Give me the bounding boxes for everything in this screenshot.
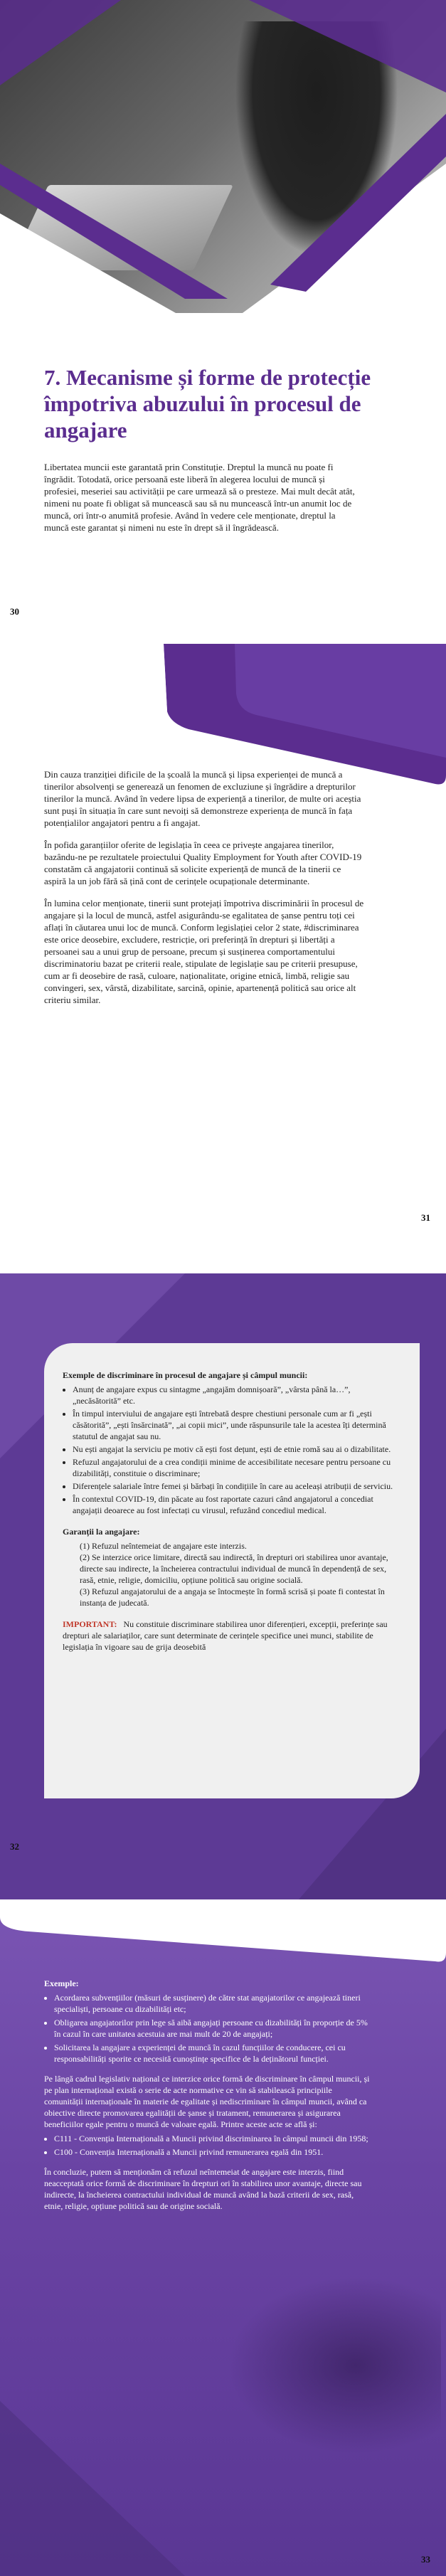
examples-list [44, 1992, 371, 2064]
page33-content [44, 1978, 371, 2220]
page-number: 31 [421, 1212, 430, 1223]
list-item: • Refuzul angajatorului de a crea condiții minime de accesibilitate necesare pentru persoane cu dizabilități, constituie o discriminare; [73, 1456, 397, 1479]
conventions-list [44, 2133, 371, 2158]
examples-list [63, 1384, 397, 1516]
examples-heading: Exemple de discriminare în procesul de angajare și câmpul muncii: [63, 1370, 308, 1380]
examples-heading: Exemple: [44, 1978, 79, 1988]
guarantee-item: (1) Refuzul neîntemeiat de angajare este interzis. [80, 1541, 247, 1551]
page30-shapes [0, 0, 446, 640]
guarantees-heading: Garanții la angajare: [63, 1527, 140, 1537]
list-item: • Solicitarea la angajare a experienței de muncă în cazul funcțiilor de conducere, cei cu responsabilități sporite ce necesită cunoștințe specifice de la deținătorul funcției. [54, 2042, 371, 2064]
page31-para-2: În pofida garanțiilor oferite de legislația în ceea ce privește angajarea tinerilor, bazându-ne pe rezultatele proiectului Quality Employment for Youth after COVID-19 constatăm că angajatorii continuă să solicite experiență de muncă de la tinerii ce aspiră la un job fără să țină cont de cerințele ocupaționale determinante. [44, 839, 362, 886]
list-item: • Obligarea angajatorilor prin lege să aibă angajați persoane cu dizabilități în proporție de 5% în cazul în care unitatea acestuia are mai mult de 20 de angajați; [54, 2017, 371, 2040]
page31-body [44, 768, 364, 1016]
list-item: • Anunț de angajare expus cu sintagme „angajăm domnișoară”, „vârsta până la…”, „necăsătorită” etc. [73, 1384, 397, 1406]
important-note [63, 1618, 397, 1653]
page31-para-1: Din cauza tranziției dificile de la școală la muncă și lipsa experienței de muncă a tinerilor absolvenți se generează un fenomen de excluziune și îngrădire a drepturilor tinerilor la muncă. Având în vedere lipsa de experiență a tinerilor, de multe ori aceștia sunt puși în situația în care sunt nevoiți să demonstreze experiența de muncă în fața potențialilor angajatori pentru a fi angajat. [44, 769, 361, 828]
guarantee-item: (3) Refuzul angajatorului de a angaja se întocmește în formă scrisă și poate fi contestat în instanța de judecată. [80, 1586, 385, 1608]
important-text: Nu constituie discriminare stabilirea unor diferențieri, excepții, preferințe sau drepturi ale salariaților, care sunt determinate de cerințele specifice unei munci, stabilite de legislația în vigoare sau de grija deosebită [63, 1619, 388, 1652]
page31-para-3: În lumina celor menționate, tinerii sunt protejați împotriva discriminării în procesul de angajare și la locul de muncă, astfel asigurându-se egalitatea de șanse pentru toți cei aflați în căutarea unui loc de muncă. Conform legislației celor 2 state, #discriminarea este orice deosebire, excludere, restricție, ori preferință în drepturi și libertăți a persoanei sau a unui grup de persoane, precum și susținerea comportamentului discriminatoriu bazat pe criterii reale, stipulate de legislație sau pe criterii presupuse, cum ar fi deosebire de rasă, culoare, naționalitate, origine etnică, limbă, religie sau convingeri, sex, vârstă, dizabilitate, sarcină, opinie, apartenență politică sau orice alt criteriu similar. [44, 898, 364, 1005]
list-item: • Acordarea subvențiilor (măsuri de susținere) de către stat angajatorilor ce angajează tineri specialiști, persoane cu dizabilități etc; [54, 1992, 371, 2015]
page33-para-2: În concluzie, putem să menționăm că refuzul neîntemeiat de angajare este interzis, fiind neacceptată orice formă de discriminare în drepturi ori în stabilirea unor avantaje, directe sau indirecte, la încheierea contractului individual de muncă având la bază criterii de sex, rasă, etnie, religie, opțiune politică sau de origine socială. [44, 2167, 362, 2211]
page30-body: Libertatea muncii este garantată prin Constituție. Dreptul la muncă nu poate fi îngrădit. Totodată, orice persoană este liberă în alegerea locului de muncă și profesiei, meseriei sau activității pe care urmează să o presteze. Mai mult decât atât, nimeni nu poate fi obligat să muncească sau să nu muncească într-un anumit loc de muncă, ori într-o anumită profesie. Având în vedere cele menționate, dreptul la muncă este garantat și nimeni nu este în drept să il îngrădească. [44, 462, 355, 533]
list-item: • Diferențele salariale între femei și bărbați în condițiile în care au aceleași atribuții de serviciu. [73, 1480, 397, 1492]
gavel-image [228, 2276, 441, 2454]
page-number: 32 [10, 1841, 19, 1852]
important-label: IMPORTANT: [63, 1619, 117, 1629]
page32-content [63, 1369, 397, 1653]
page33-para-1: Pe lângă cadrul legislativ național ce interzice orice formă de discriminare în câmpul muncii, și pe plan internațional există o serie de acte normative ce vin să stabilească principiile comunității internaționale în materie de egalitate și nediscriminare în câmpul muncii, având ca obiective directe promovarea egalității de șanse și tratament, remunerarea și asigurarea beneficiilor egale pentru o muncă de valoare egală. Printre aceste acte se află și: [44, 2074, 370, 2129]
guarantee-item: (2) Se interzice orice limitare, directă sau indirectă, în drepturi ori stabilirea unor avantaje, directe sau indirecte, la încheierea contractului individual de muncă în dependență de sex, rasă, etnie, religie, domiciliu, opțiune politică sau origine socială. [80, 1552, 388, 1585]
list-item: • Nu ești angajat la serviciu pe motiv că ești fost dețunt, ești de etnie romă sau ai o dizabilitate. [73, 1443, 397, 1455]
page-number: 33 [421, 2554, 430, 2565]
list-item: • În timpul interviului de angajare ești întrebată despre chestiuni personale cum ar fi „ești căsătorită”, „ești însărcinată”, „ai copii mici”, unde răspunsurile tale la acestea îți determină statutul de angajat sau nu. [73, 1408, 397, 1442]
list-item: • C100 - Convenția Internațională a Muncii privind remunerarea egală din 1951. [54, 2146, 371, 2158]
list-item: • În contextul COVID-19, din păcate au fost raportate cazuri când angajatorul a concediat angajații deoarece au fost infectați cu virusul, refuzând concediul medical. [73, 1493, 397, 1516]
list-item: • C111 - Convenția Internațională a Muncii privind discriminarea în câmpul muncii din 1958; [54, 2133, 371, 2144]
page-number: 30 [10, 606, 19, 617]
section-title: 7. Mecanisme și forme de protecție împotriva abuzului în procesul de angajare [44, 365, 371, 442]
page-30 [0, 0, 446, 640]
